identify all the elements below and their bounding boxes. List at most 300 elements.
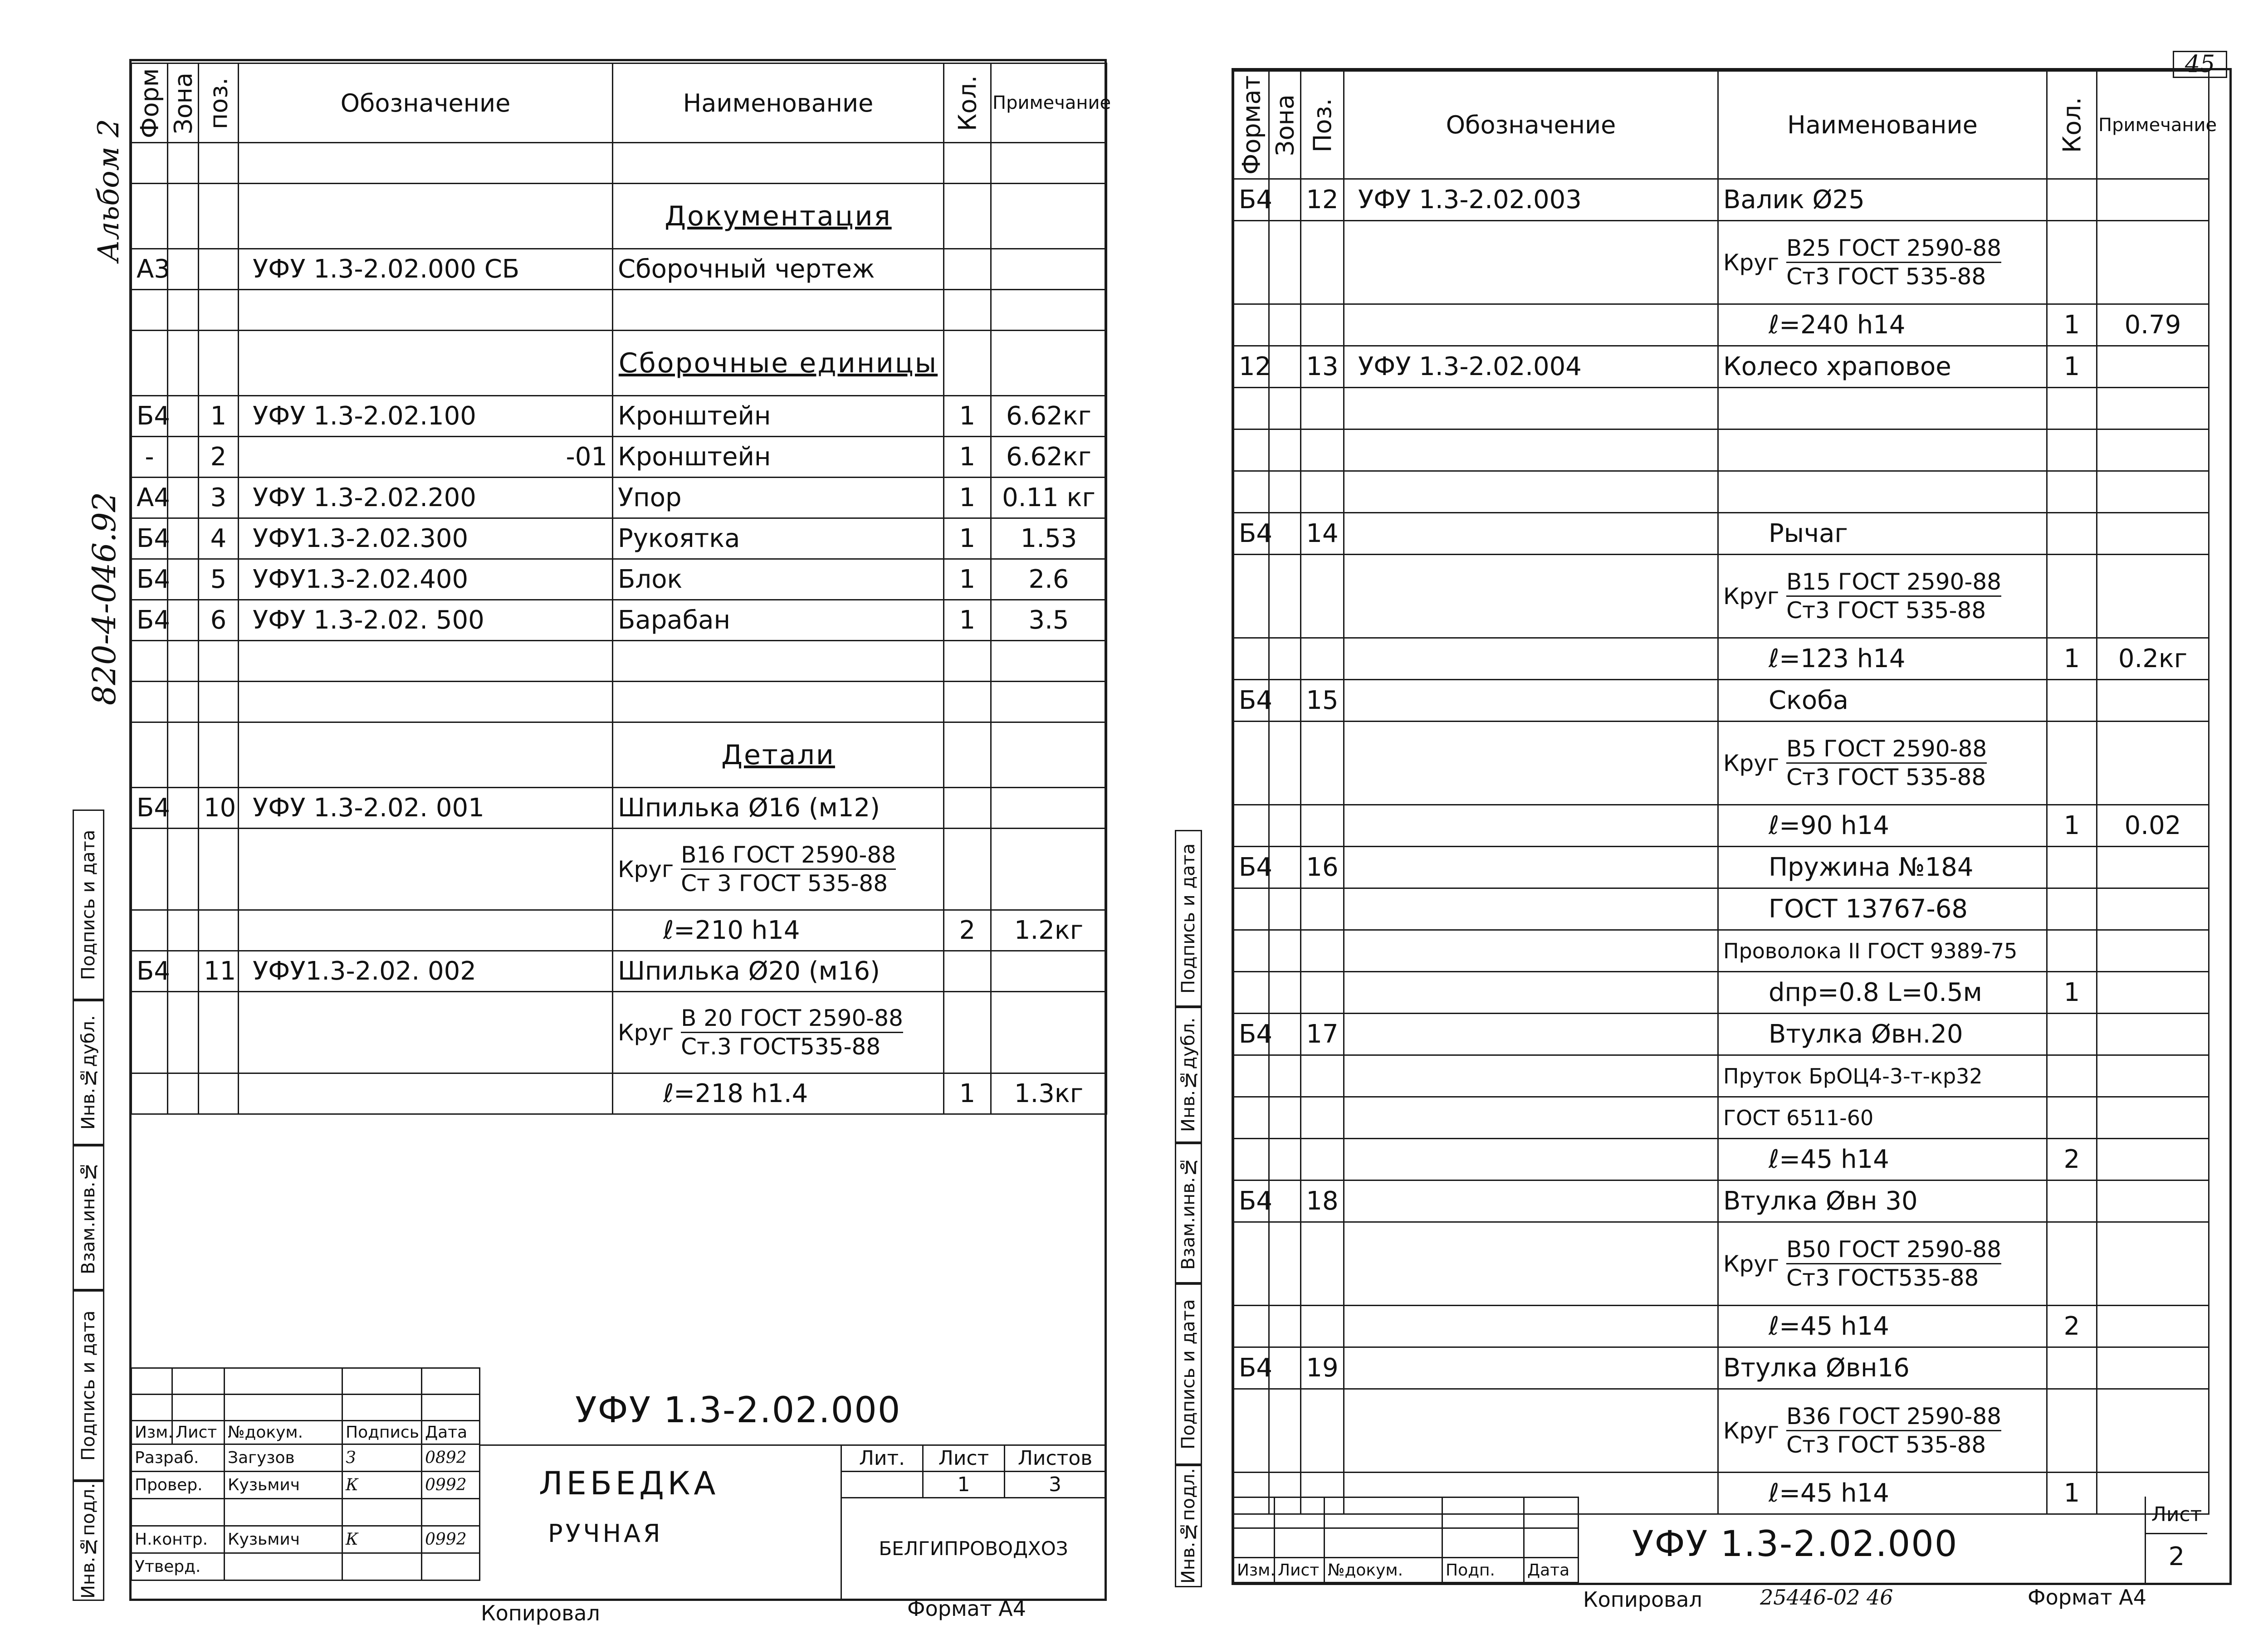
signature-row bbox=[132, 1526, 480, 1553]
quantity-cell: 1 bbox=[2047, 972, 2097, 1014]
zone-cell bbox=[168, 478, 199, 518]
right-footer-number: 25446-02 46 bbox=[1760, 1585, 1893, 1610]
material-cell bbox=[1718, 1389, 2047, 1473]
note-cell bbox=[991, 951, 1107, 992]
format-cell: 12 bbox=[1234, 346, 1269, 388]
position-cell bbox=[199, 331, 239, 396]
spec-row bbox=[1234, 1055, 2209, 1097]
position-cell: 1 bbox=[199, 396, 239, 437]
designation-cell bbox=[1344, 1097, 1718, 1139]
name-cell bbox=[613, 641, 944, 682]
zone-cell bbox=[1269, 972, 1301, 1014]
designation-cell bbox=[1344, 930, 1718, 972]
quantity-cell: 2 bbox=[944, 910, 991, 951]
note-cell bbox=[2097, 1139, 2209, 1180]
position-cell bbox=[1301, 930, 1344, 972]
spec-row bbox=[1234, 680, 2209, 722]
name-cell: ℓ=45 h14 bbox=[1718, 1473, 2047, 1514]
stamp-header: Изм. bbox=[132, 1421, 172, 1444]
designation-cell bbox=[1344, 513, 1718, 555]
signature-row bbox=[132, 1499, 480, 1526]
zone-cell bbox=[1269, 1389, 1301, 1473]
position-cell: 3 bbox=[199, 478, 239, 518]
right-side-label: Взам.инв.№ bbox=[1175, 1143, 1202, 1283]
zone-cell bbox=[1269, 1055, 1301, 1097]
quantity-cell: 1 bbox=[2047, 638, 2097, 680]
zone-cell bbox=[1269, 638, 1301, 680]
zone-cell bbox=[168, 1073, 199, 1114]
material-fraction bbox=[1786, 735, 1987, 791]
note-cell bbox=[991, 143, 1107, 184]
designation-cell: УФУ 1.3-2.02.000 СБ bbox=[239, 249, 613, 290]
spec-row bbox=[1234, 304, 2209, 346]
zone-cell bbox=[1269, 1014, 1301, 1055]
material-fraction bbox=[681, 841, 896, 897]
name-cell: ℓ=210 h14 bbox=[613, 910, 944, 951]
material-spec bbox=[618, 841, 938, 897]
position-cell: 14 bbox=[1301, 513, 1344, 555]
quantity-cell bbox=[944, 331, 991, 396]
quantity-cell bbox=[2047, 1180, 2097, 1222]
quantity-cell: 1 bbox=[944, 1073, 991, 1114]
role-cell: Разраб. bbox=[132, 1444, 225, 1472]
zone-cell bbox=[168, 331, 199, 396]
role-cell: Н.контр. bbox=[132, 1526, 225, 1553]
designation-cell bbox=[1344, 429, 1718, 471]
role-cell: Провер. bbox=[132, 1472, 225, 1499]
position-cell bbox=[1301, 1306, 1344, 1347]
designation-cell bbox=[1344, 680, 1718, 722]
format-cell: Б4 bbox=[1234, 680, 1269, 722]
material-fraction bbox=[1786, 1403, 2001, 1458]
material-steel: Ст3 ГОСТ 535-88 bbox=[1786, 597, 1986, 624]
left-doc-code: УФУ 1.3-2.02.000 bbox=[575, 1390, 901, 1431]
name-cell bbox=[613, 143, 944, 184]
spec-row bbox=[1234, 1139, 2209, 1180]
left-spec-table bbox=[131, 63, 1111, 1115]
name-cell: Кронштейн bbox=[613, 437, 944, 478]
left-footer-copied: Копировал bbox=[481, 1601, 600, 1625]
zone-cell bbox=[168, 559, 199, 600]
designation-cell: -01 bbox=[239, 437, 613, 478]
quantity-cell bbox=[944, 184, 991, 249]
spec-row bbox=[1234, 1180, 2209, 1222]
quantity-cell bbox=[2047, 179, 2097, 221]
format-cell bbox=[1234, 805, 1269, 847]
position-cell: 2 bbox=[199, 437, 239, 478]
spec-row bbox=[1234, 805, 2209, 847]
zone-cell bbox=[1269, 429, 1301, 471]
designation-cell bbox=[239, 290, 613, 331]
material-label: Круг bbox=[1723, 583, 1779, 610]
note-cell bbox=[2097, 555, 2209, 638]
position-cell bbox=[1301, 1055, 1344, 1097]
quantity-cell: 1 bbox=[2047, 1473, 2097, 1514]
designation-cell: УФУ 1.3-2.02. 001 bbox=[239, 788, 613, 829]
format-cell bbox=[1234, 304, 1269, 346]
note-cell bbox=[2097, 1389, 2209, 1473]
quantity-cell bbox=[2047, 471, 2097, 513]
position-cell: 19 bbox=[1301, 1347, 1344, 1389]
spec-row bbox=[1234, 471, 2209, 513]
designation-cell bbox=[1344, 847, 1718, 888]
person-name bbox=[225, 1553, 342, 1580]
position-cell: 11 bbox=[199, 951, 239, 992]
name-cell: Шпилька Ø16 (м12) bbox=[613, 788, 944, 829]
format-cell: Б4 bbox=[1234, 513, 1269, 555]
spec-row bbox=[1234, 555, 2209, 638]
zone-cell bbox=[168, 437, 199, 478]
zone-cell bbox=[168, 518, 199, 559]
note-cell bbox=[991, 682, 1107, 722]
position-cell bbox=[199, 290, 239, 331]
quantity-cell: 1 bbox=[944, 600, 991, 641]
name-cell: Упор bbox=[613, 478, 944, 518]
name-cell: Пружина №184 bbox=[1718, 847, 2047, 888]
header-quantity: Кол. bbox=[2047, 71, 2097, 179]
role-cell bbox=[132, 1499, 225, 1526]
left-side-label: Подпись и дата bbox=[73, 810, 104, 1000]
note-cell bbox=[2097, 1306, 2209, 1347]
note-cell: 0.79 bbox=[2097, 304, 2209, 346]
name-cell: Проволока II ГОСТ 9389-75 bbox=[1718, 930, 2047, 972]
quantity-cell bbox=[944, 641, 991, 682]
signature: К bbox=[342, 1472, 422, 1499]
position-cell: 17 bbox=[1301, 1014, 1344, 1055]
spec-row bbox=[132, 951, 1107, 992]
name-cell: Втулка Øвн.20 bbox=[1718, 1014, 2047, 1055]
sheet-label: Лист bbox=[923, 1445, 1005, 1472]
format-cell bbox=[132, 143, 168, 184]
note-cell bbox=[2097, 1014, 2209, 1055]
format-cell bbox=[132, 290, 168, 331]
left-title-sub: РУЧНАЯ bbox=[548, 1519, 663, 1548]
sign-date bbox=[422, 1499, 480, 1526]
quantity-cell bbox=[2047, 930, 2097, 972]
note-cell: 0.11 кг bbox=[991, 478, 1107, 518]
right-change-table bbox=[1233, 1497, 1579, 1583]
stamp-header: Подп. bbox=[1442, 1558, 1524, 1583]
quantity-cell bbox=[2047, 388, 2097, 429]
right-sheet-label: Лист bbox=[2146, 1497, 2207, 1534]
name-cell: Сборочный чертеж bbox=[613, 249, 944, 290]
signature: К bbox=[342, 1526, 422, 1553]
spec-row bbox=[1234, 638, 2209, 680]
spec-row bbox=[1234, 513, 2209, 555]
organization: БЕЛГИПРОВОДХОЗ bbox=[841, 1498, 1106, 1600]
quantity-cell bbox=[2047, 680, 2097, 722]
designation-cell: УФУ 1.3-2.02.004 bbox=[1344, 346, 1718, 388]
spec-row bbox=[132, 722, 1107, 788]
sign-date: 0892 bbox=[422, 1444, 480, 1472]
designation-cell bbox=[1344, 1055, 1718, 1097]
position-cell: 13 bbox=[1301, 346, 1344, 388]
zone-cell bbox=[1269, 680, 1301, 722]
name-cell: ℓ=90 h14 bbox=[1718, 805, 2047, 847]
name-cell: ℓ=218 h1.4 bbox=[613, 1073, 944, 1114]
material-spec bbox=[1723, 234, 2042, 290]
spec-row bbox=[132, 437, 1107, 478]
designation-cell: УФУ 1.3-2.02. 500 bbox=[239, 600, 613, 641]
right-side-label: Подпись и дата bbox=[1175, 1283, 1202, 1465]
format-cell: Б4 bbox=[1234, 1014, 1269, 1055]
format-cell bbox=[1234, 1389, 1269, 1473]
material-steel: Ст.3 ГОСТ535-88 bbox=[681, 1034, 881, 1060]
position-cell bbox=[199, 992, 239, 1073]
signature bbox=[342, 1553, 422, 1580]
quantity-cell bbox=[2047, 1389, 2097, 1473]
material-label: Круг bbox=[1723, 249, 1779, 276]
stamp-header: №докум. bbox=[1325, 1558, 1442, 1583]
note-cell: 1.3кг bbox=[991, 1073, 1107, 1114]
zone-cell bbox=[1269, 346, 1301, 388]
designation-cell bbox=[1344, 805, 1718, 847]
zone-cell bbox=[1269, 805, 1301, 847]
spec-row bbox=[1234, 1389, 2209, 1473]
person-name: Кузьмич bbox=[225, 1526, 342, 1553]
note-cell bbox=[991, 331, 1107, 396]
spec-row bbox=[1234, 346, 2209, 388]
right-page-number: 45 bbox=[2185, 51, 2215, 78]
note-cell: 6.62кг bbox=[991, 437, 1107, 478]
note-cell bbox=[991, 722, 1107, 788]
position-cell bbox=[1301, 221, 1344, 304]
material-cell bbox=[1718, 722, 2047, 805]
spec-row bbox=[132, 641, 1107, 682]
quantity-cell bbox=[944, 682, 991, 722]
quantity-cell bbox=[2047, 1055, 2097, 1097]
note-cell bbox=[2097, 1097, 2209, 1139]
spec-row bbox=[1234, 429, 2209, 471]
position-cell bbox=[199, 641, 239, 682]
signature-row bbox=[132, 1472, 480, 1499]
sign-date: 0992 bbox=[422, 1472, 480, 1499]
zone-cell bbox=[168, 829, 199, 910]
format-cell bbox=[1234, 388, 1269, 429]
quantity-cell bbox=[944, 143, 991, 184]
designation-cell bbox=[1344, 555, 1718, 638]
format-cell bbox=[132, 722, 168, 788]
position-cell bbox=[1301, 888, 1344, 930]
spec-row bbox=[1234, 1097, 2209, 1139]
designation-cell bbox=[1344, 1389, 1718, 1473]
material-profile: В36 ГОСТ 2590-88 bbox=[1786, 1403, 2001, 1431]
format-cell: Б4 bbox=[132, 559, 168, 600]
quantity-cell bbox=[2047, 722, 2097, 805]
quantity-cell bbox=[2047, 555, 2097, 638]
designation-cell bbox=[239, 331, 613, 396]
material-steel: Ст 3 ГОСТ 535-88 bbox=[681, 870, 888, 897]
note-cell bbox=[991, 641, 1107, 682]
quantity-cell: 2 bbox=[2047, 1306, 2097, 1347]
zone-cell bbox=[1269, 888, 1301, 930]
quantity-cell: 1 bbox=[2047, 304, 2097, 346]
designation-cell bbox=[239, 143, 613, 184]
spec-row bbox=[132, 396, 1107, 437]
spec-row bbox=[1234, 888, 2209, 930]
designation-cell bbox=[1344, 638, 1718, 680]
spec-row bbox=[1234, 388, 2209, 429]
material-profile: В50 ГОСТ 2590-88 bbox=[1786, 1236, 2001, 1264]
spec-row bbox=[1234, 930, 2209, 972]
note-cell bbox=[2097, 722, 2209, 805]
spec-row bbox=[132, 249, 1107, 290]
note-cell bbox=[2097, 471, 2209, 513]
zone-cell bbox=[1269, 1180, 1301, 1222]
format-cell: Б4 bbox=[1234, 1180, 1269, 1222]
format-cell: Б4 bbox=[132, 951, 168, 992]
name-cell bbox=[1718, 471, 2047, 513]
format-cell bbox=[1234, 638, 1269, 680]
position-cell bbox=[199, 249, 239, 290]
left-side-stamp bbox=[73, 810, 104, 1601]
position-cell: 4 bbox=[199, 518, 239, 559]
zone-cell bbox=[168, 184, 199, 249]
designation-cell bbox=[1344, 1347, 1718, 1389]
format-cell bbox=[132, 910, 168, 951]
left-footer-format: Формат А4 bbox=[907, 1596, 1026, 1621]
name-cell: ГОСТ 13767-68 bbox=[1718, 888, 2047, 930]
position-cell bbox=[199, 829, 239, 910]
spec-row bbox=[132, 1073, 1107, 1114]
quantity-cell bbox=[944, 722, 991, 788]
spec-row bbox=[1234, 722, 2209, 805]
designation-cell bbox=[239, 641, 613, 682]
spec-row bbox=[1234, 847, 2209, 888]
position-cell bbox=[1301, 638, 1344, 680]
quantity-cell: 1 bbox=[944, 518, 991, 559]
stamp-header: Подпись bbox=[342, 1421, 422, 1444]
note-cell bbox=[991, 290, 1107, 331]
quantity-cell: 1 bbox=[2047, 805, 2097, 847]
material-fraction bbox=[1786, 568, 2001, 624]
note-cell bbox=[2097, 847, 2209, 888]
position-cell bbox=[1301, 555, 1344, 638]
designation-cell bbox=[1344, 1180, 1718, 1222]
zone-cell bbox=[1269, 304, 1301, 346]
header-position: Поз. bbox=[1301, 71, 1344, 179]
material-spec bbox=[1723, 568, 2042, 624]
position-cell: 10 bbox=[199, 788, 239, 829]
designation-cell bbox=[239, 992, 613, 1073]
material-steel: Ст3 ГОСТ 535-88 bbox=[1786, 1432, 1986, 1458]
stamp-header: №докум. bbox=[225, 1421, 342, 1444]
zone-cell bbox=[168, 600, 199, 641]
name-cell: Барабан bbox=[613, 600, 944, 641]
material-cell bbox=[1718, 555, 2047, 638]
header-format: Формат bbox=[1234, 71, 1269, 179]
position-cell bbox=[1301, 304, 1344, 346]
format-cell bbox=[1234, 1055, 1269, 1097]
designation-cell bbox=[1344, 1306, 1718, 1347]
format-cell: Б4 bbox=[132, 788, 168, 829]
left-album-code: 820-4-046.92 bbox=[86, 492, 123, 706]
zone-cell bbox=[1269, 1097, 1301, 1139]
name-cell: Втулка Øвн 30 bbox=[1718, 1180, 2047, 1222]
format-cell bbox=[132, 641, 168, 682]
format-cell bbox=[132, 184, 168, 249]
position-cell bbox=[199, 184, 239, 249]
right-footer-format: Формат А4 bbox=[2028, 1585, 2146, 1610]
name-cell: Колесо храповое bbox=[1718, 346, 2047, 388]
spec-row bbox=[132, 143, 1107, 184]
zone-cell bbox=[1269, 1222, 1301, 1306]
stamp-header: Изм. bbox=[1234, 1558, 1275, 1583]
zone-cell bbox=[1269, 930, 1301, 972]
zone-cell bbox=[168, 951, 199, 992]
zone-cell bbox=[1269, 555, 1301, 638]
material-profile: В5 ГОСТ 2590-88 bbox=[1786, 735, 1987, 764]
format-cell bbox=[132, 682, 168, 722]
name-cell: ℓ=45 h14 bbox=[1718, 1139, 2047, 1180]
material-fraction bbox=[1786, 1236, 2001, 1292]
person-name: Загузов bbox=[225, 1444, 342, 1472]
name-cell: Кронштейн bbox=[613, 396, 944, 437]
material-cell bbox=[1718, 221, 2047, 304]
designation-cell: УФУ1.3-2.02.400 bbox=[239, 559, 613, 600]
quantity-cell bbox=[2047, 1222, 2097, 1306]
quantity-cell bbox=[2047, 1014, 2097, 1055]
note-cell bbox=[2097, 429, 2209, 471]
position-cell bbox=[199, 722, 239, 788]
sheets-number: 3 bbox=[1005, 1472, 1106, 1498]
spec-row bbox=[1234, 1014, 2209, 1055]
designation-cell bbox=[239, 722, 613, 788]
note-cell bbox=[2097, 388, 2209, 429]
header-note: Примечание bbox=[991, 63, 1107, 143]
position-cell bbox=[1301, 471, 1344, 513]
right-doc-code: УФУ 1.3-2.02.000 bbox=[1632, 1524, 1958, 1565]
zone-cell bbox=[1269, 179, 1301, 221]
header-designation: Обозначение bbox=[239, 63, 613, 143]
position-cell bbox=[1301, 972, 1344, 1014]
quantity-cell bbox=[944, 829, 991, 910]
position-cell: 5 bbox=[199, 559, 239, 600]
position-cell bbox=[1301, 388, 1344, 429]
name-cell bbox=[613, 290, 944, 331]
quantity-cell bbox=[944, 992, 991, 1073]
note-cell bbox=[991, 992, 1107, 1073]
format-cell: Б4 bbox=[1234, 1347, 1269, 1389]
name-cell: ℓ=45 h14 bbox=[1718, 1306, 2047, 1347]
position-cell: 6 bbox=[199, 600, 239, 641]
quantity-cell bbox=[2047, 888, 2097, 930]
material-spec bbox=[1723, 735, 2042, 791]
material-fraction bbox=[1786, 234, 2001, 290]
spec-row bbox=[132, 290, 1107, 331]
format-cell: Б4 bbox=[132, 518, 168, 559]
header-name: Наименование bbox=[613, 63, 944, 143]
material-spec bbox=[618, 1005, 938, 1060]
zone-cell bbox=[168, 682, 199, 722]
zone-cell bbox=[168, 788, 199, 829]
zone-cell bbox=[1269, 1139, 1301, 1180]
zone-cell bbox=[1269, 221, 1301, 304]
material-steel: Ст3 ГОСТ 535-88 bbox=[1786, 764, 1986, 791]
position-cell: 12 bbox=[1301, 179, 1344, 221]
material-cell bbox=[613, 829, 944, 910]
zone-cell bbox=[1269, 471, 1301, 513]
left-album-label: Альбом 2 bbox=[92, 119, 126, 262]
header-zone: Зона bbox=[1269, 71, 1301, 179]
note-cell bbox=[2097, 179, 2209, 221]
material-label: Круг bbox=[1723, 1417, 1779, 1444]
material-spec bbox=[1723, 1236, 2042, 1292]
right-footer-copied: Копировал bbox=[1583, 1587, 1702, 1612]
left-side-label: Инв.№подл. bbox=[73, 1481, 104, 1601]
name-cell: Рукоятка bbox=[613, 518, 944, 559]
format-cell: Б4 bbox=[132, 396, 168, 437]
